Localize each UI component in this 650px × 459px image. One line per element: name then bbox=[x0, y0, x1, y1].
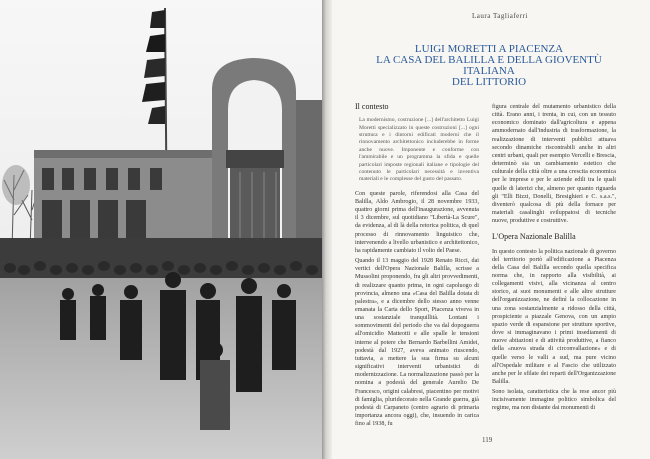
epigraph-quote: La modernismo, costruzione [...] dell'architetto Luigi Moretti specializzato in queste costruzioni [...] ogni struttura e i dintorni edificati moderni che il rinnovamento architettonico includerebbe in forme anche nuove. Imponente e conforme con l'ammirabile e un programma la sfida e quelle particolari imposte regionali italiane e tipologie del contenuto le particolari necessità e inventiva materiali e le complesse del gusto del passato. bbox=[359, 117, 479, 183]
paragraph: figura centrale del mutamento urbanistico della città. Erano anni, i trenta, in cui, con un tessuto economico dominato dall'agricoltura e appena ammodernato dall'industria di trasformazione, la realizzazione di interventi pubblici attuava secondo dinamiche riscontrabili anche in altri centri urbani, quali per esempio Vercelli e Brescia, determinò sia un cambiamento estetico che culturale della città oltre a una crescita economica per le imprese e per le aziende edili tra le quali quelle di laterizi che, almeno per quanto riguarda gli "Elli Bizzi, Donelli, Bresighieri e C. s.a.s.", diventerò qualcosa di più della fornace per materiali casalinghi sviluppatosi di tecniche nuove, produttive e costruttive. bbox=[492, 104, 616, 225]
text-column-right bbox=[492, 103, 616, 415]
title-line: LA CASA DEL BALILLA E DELLA GIOVENTÙ ITALIANA bbox=[376, 54, 602, 77]
text-column-left bbox=[355, 103, 479, 430]
paragraph: Sono isolata, caratteristica che la rese ancor più incisivamente immagine politico simbolica del regime, ma non distante dai monumenti di bbox=[492, 389, 616, 412]
book-spine bbox=[322, 0, 332, 459]
paragraph: Quando il 13 maggio del 1928 Renato Ricci, dai vertici dell'Opera Nazionale Balilla, scrisse a Mussolini proponendo, fra gli altri provvedimenti, di realizzare quanto prima, in ogni capoluogo di provincia, almeno una «Casa del Balilla dotata di palestra», e a dicembre dello stesso anno venne emanata la Carta dello Sport, Piacenza viveva in una sostanziale tranquillità. Lontani i sommovimenti del periodo che va dal dopoguerra all'omicidio Matteotti e alle spalle le tensioni interne al potere che Bernardo Barbellini Amidei, podestà dal 1927, aveva animato riuscendo, tuttavia, a mettere la sua firma su alcuni significativi interventi urbanistici di modernizzazione. La normalizzazione passò per la nomina a podestà del generale Aurelio De Francesco, origini calabresi, piacentino per motivi di famiglia, pluridecorato nella Grande guerra, già podestà di Carpaneto (centro agrario di primaria importanza ancora oggi), che, insuendo in carica fino al 1938, fu bbox=[355, 258, 479, 428]
historical-photograph bbox=[0, 0, 322, 459]
running-head: Laura Tagliaferri bbox=[472, 12, 528, 20]
title-line: DEL LITTORIO bbox=[451, 76, 527, 88]
photograph-illustration bbox=[0, 0, 322, 459]
paragraph: Con queste parole, riferendosi alla Casa del Balilla, Aldo Ambrogio, il 28 novembre 1933, quattro giorni prima dell'inaugurazione, avvenuta il 3 dicembre, sul quotidiano "Libertà-La Scure", da evidenza, al di là della retorica politica, di quel processo di rinnovamento linguistico che, intervenendo a livello urbanistico e architettonico, ha rapidamente cambiato il volto del Paese. bbox=[355, 190, 479, 254]
page-number: 119 bbox=[482, 436, 493, 444]
section-heading: L'Opera Nazionale Balilla bbox=[492, 232, 576, 242]
chapter-title bbox=[360, 44, 618, 88]
title-line: LUIGI MORETTI A PIACENZA bbox=[414, 43, 564, 55]
section-heading: Il contesto bbox=[355, 102, 389, 111]
text-page bbox=[332, 0, 650, 459]
crowd bbox=[0, 238, 322, 278]
paragraph: In questo contesto la politica nazionale di governo del territorio portò all'edificazione a Piacenza della Casa del Balilla secondo quella specifica norma che, in rapporto alla visibilità, ai collegamenti visivi, alla vicinanza al centro storico, ai suoi monumenti e alle altre strutture dell'organizzazione, ne definì la collocazione in una zona sostanzialmente a ridosso della città, prospiciente a piazzale Genova, con un ampio spazio verde di espansione per strutture sportive, dove si immaginavano i primi insediamenti di nuove abitazioni e di attività produttive, a fianco della «nuova strada di circonvallazione» e di quelle verso le valli a sud, ma pure vicino all'Ospedale militare e al Fascio che utilizzato anche per le sfilate dei reparti dell'Organizzazione Balilla. bbox=[492, 248, 616, 385]
